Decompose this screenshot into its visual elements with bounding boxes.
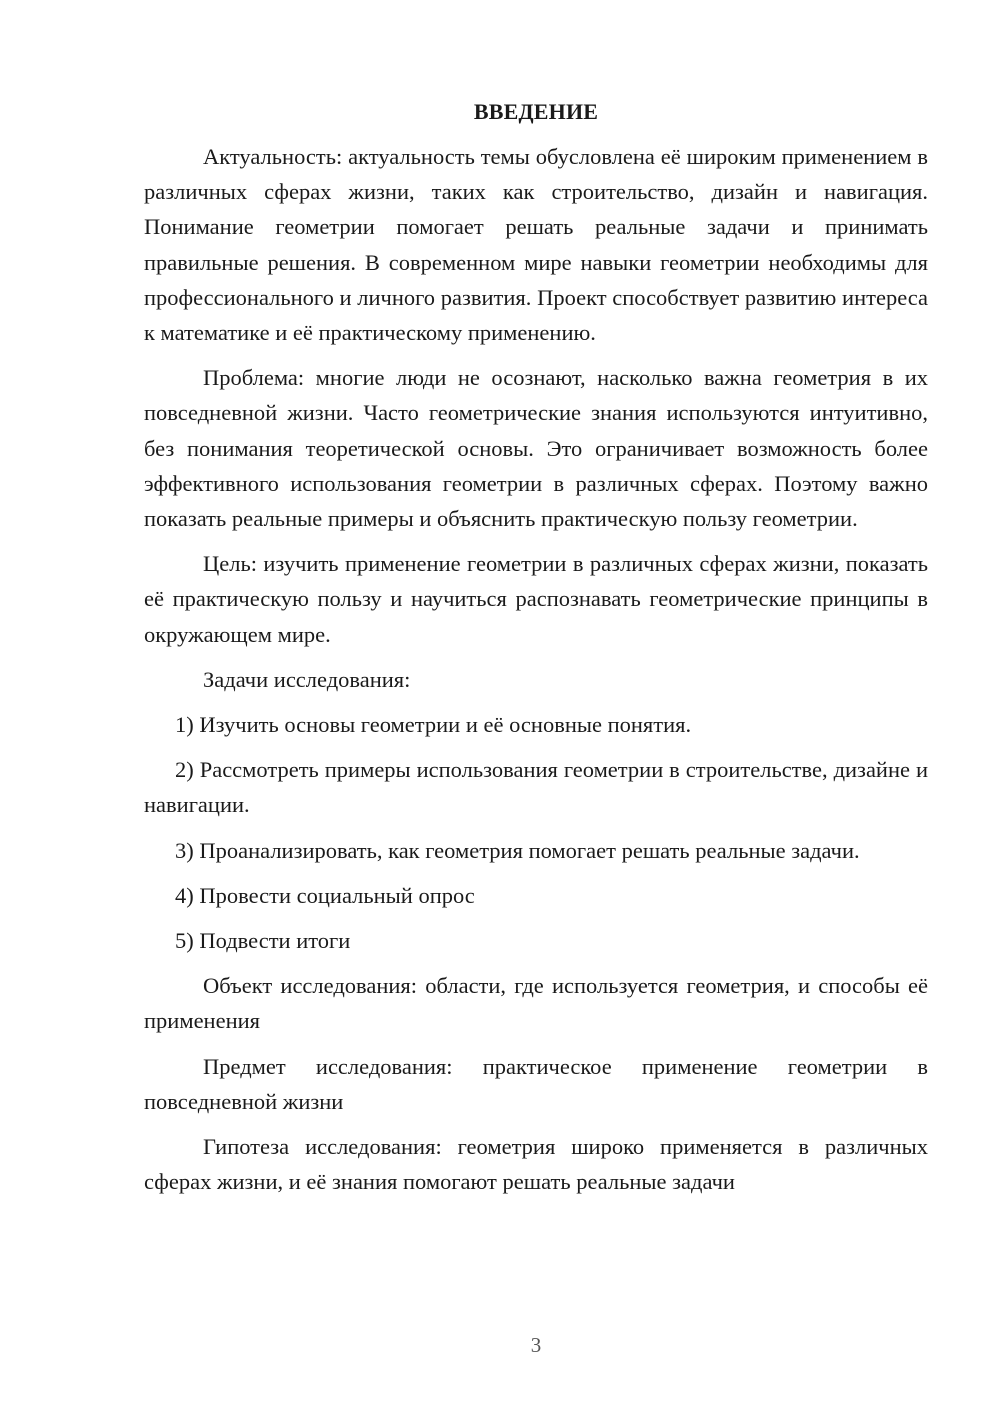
hypothesis-paragraph: Гипотеза исследования: геометрия широко применяется в различных сферах жизни, и её знания помогают решать реальные задачи [144, 1134, 928, 1195]
relevance-paragraph: Актуальность: актуальность темы обусловлена её широким применением в различных сферах жизни, таких как строительство, дизайн и навигация. Понимание геометрии помогает решать реальные задачи и принимать правильные решения. В современном мире навыки геометрии необходимы для профессионального и личного развития. Проект способствует развитию интереса к математике и её практическому применению. [144, 144, 928, 346]
task-item-4: 4) Провести социальный опрос [175, 882, 475, 908]
problem-paragraph: Проблема: многие люди не осознают, насколько важна геометрия в их повседневной жизни. Часто геометрические знания используются интуитивно, без понимания теоретической основы. Это ограничивает возможность более эффективного использования геометрии в различных сферах. Поэтому важно показать реальные примеры и объяснить практическую пользу геометрии. [144, 365, 928, 532]
page-number: 3 [530, 1333, 542, 1357]
task-item-1: 1) Изучить основы геометрии и её основные понятия. [175, 712, 692, 738]
task-item-5: 5) Подвести итоги [175, 928, 351, 954]
object-paragraph: Объект исследования: области, где используется геометрия, и способы её применения [144, 973, 928, 1034]
subject-paragraph: Предмет исследования: практическое применение геометрии в повседневной жизни [144, 1053, 928, 1114]
task-item-3: 3) Проанализировать, как геометрия помогает решать реальные задачи. [175, 837, 860, 863]
tasks-title: Задачи исследования: [203, 666, 411, 692]
section-heading: ВВЕДЕНИЕ [473, 99, 599, 124]
task-item-2: 2) Рассмотреть примеры использования геометрии в строительстве, дизайне и навигации. [144, 757, 928, 818]
page-content [144, 94, 928, 1209]
goal-paragraph: Цель: изучить применение геометрии в различных сферах жизни, показать её практическую пользу и научиться распознавать геометрические принципы в окружающем мире. [144, 551, 928, 647]
